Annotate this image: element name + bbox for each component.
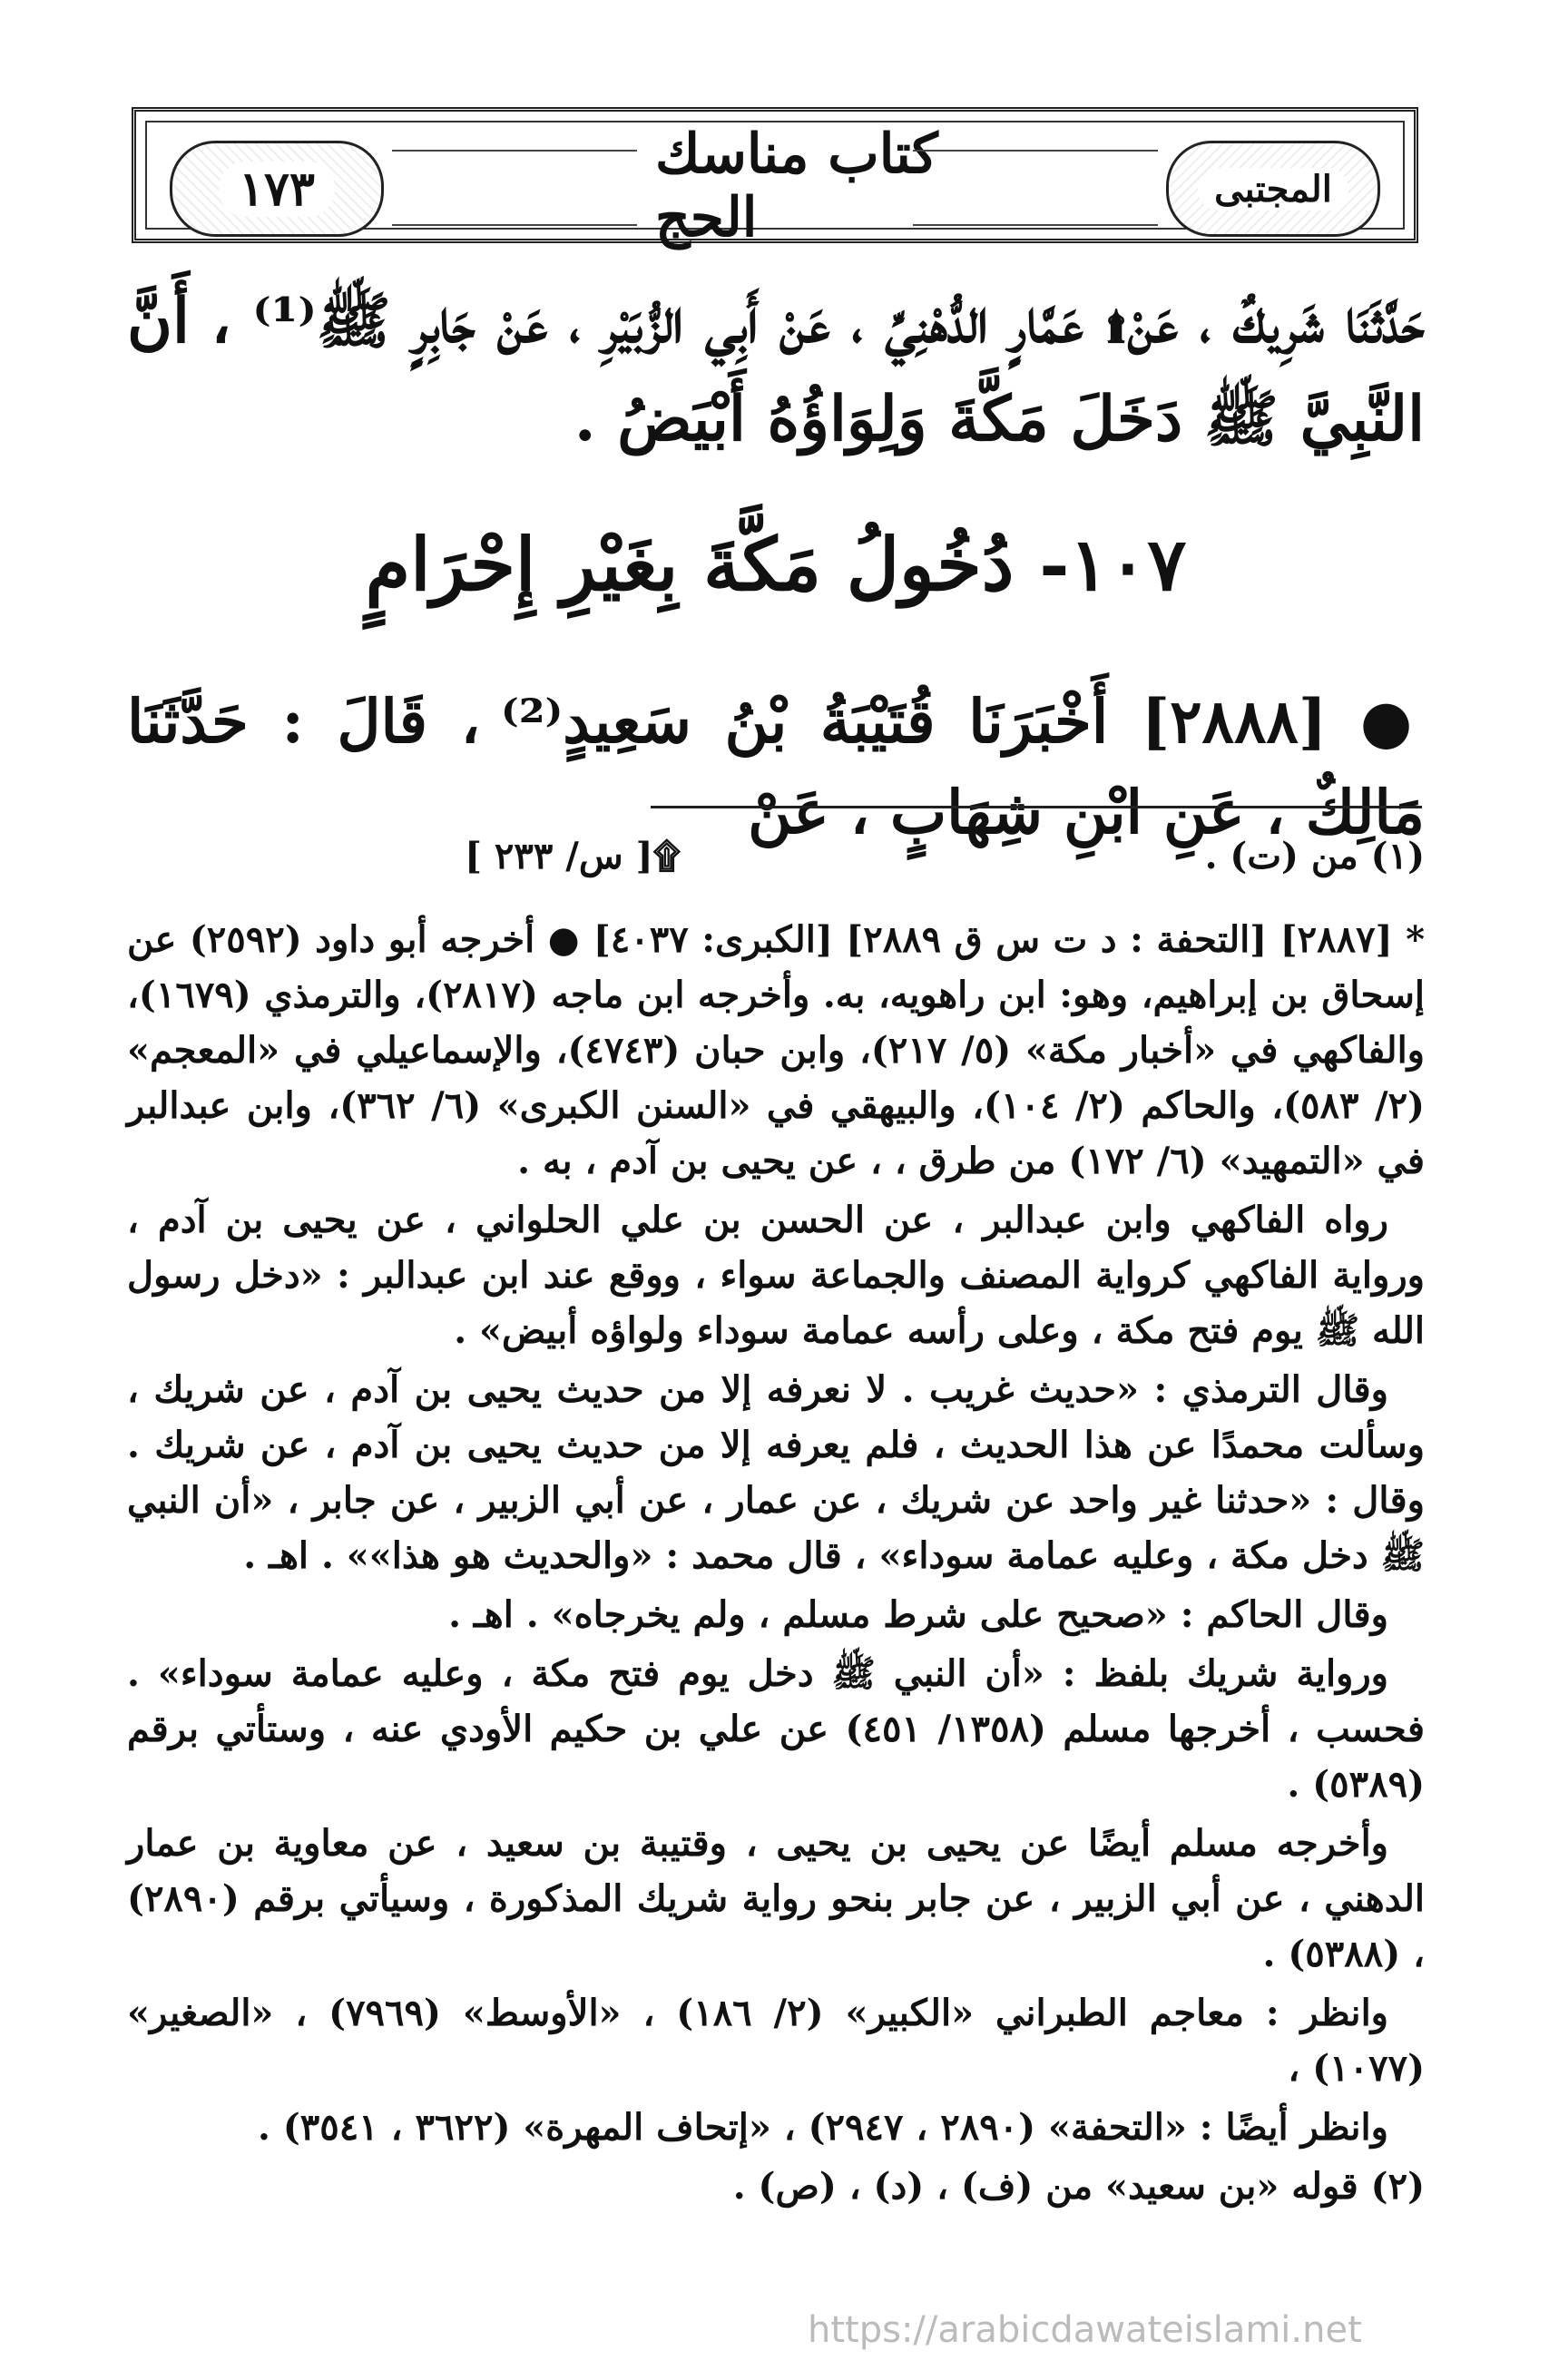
manuscript-marker: ۩[ س/ ٢٣٣ ] bbox=[465, 835, 681, 877]
header-frame bbox=[145, 121, 1405, 250]
footnote-1: (١) من (ت) . bbox=[1204, 835, 1425, 877]
note-paragraph: وانظر : معاجم الطبراني «الكبير» (٢/ ١٨٦) ، «الأوسط» (٧٩٦٩) ، «الصغير» (١٠٧٧) ، bbox=[127, 1992, 1425, 2090]
note-paragraph: رواه الفاكهي وابن عبدالبر ، عن الحسن بن علي الحلواني ، عن يحيى بن آدم ، ورواية الفاكهي كرواية المصنف والجماعة سواء ، ووقع عند ابن عبدالبر : «دخل رسول الله ﷺ يوم فتح مكة ، وعلى رأسه عمامة سوداء ولواؤه أبيض» . bbox=[127, 1199, 1425, 1352]
note-takhrij: * [٢٨٨٧] [التحفة : د ت س ق ٢٨٨٩] [الكبرى: ٤٠٣٧] ● أخرجه أبو داود (٢٥٩٢) عن إسحاق بن إبراهيم، وهو: ابن راهويه، به. وأخرجه ابن ماجه (٢٨١٧)، والترمذي (١٦٧٩)، والفاكهي في «أخبار مكة» (٥/ ٢١٧)، وابن حبان (٤٧٤٣)، والإسماعيلي في «المعجم» (٢/ ٥٨٣)، والحاكم (٢/ ١٠٤)، والبيهقي في «السنن الكبرى» (٦/ ٣٦٢)، وابن عبدالبر في «التمهيد» (٦/ ١٧٢) من طرق ، ، عن يحيى بن آدم ، به . bbox=[127, 918, 1426, 1182]
hadith-main-text: حَدَّثَنَا شَرِيكٌ ، عَنْ۩ عَمَّارٍ الدُّهْنِيِّ ، عَنْ أَبِي الزُّبَيْرِ ، عَنْ جَابِرٍ ﷺ⁽¹⁾ ، أَنَّ النَّبِيَّ ﷺ دَخَلَ مَكَّةَ وَلِوَاؤُهُ أَبْيَضُ . bbox=[127, 285, 1425, 455]
chapter-heading: ١٠٧- دُخُولُ مَكَّةَ بِغَيْرِ إِحْرَامٍ bbox=[365, 522, 1187, 607]
footnote-refs bbox=[127, 835, 1425, 889]
footnote-divider bbox=[651, 806, 1422, 808]
footnote-2: (٢) قوله «بن سعيد» من (ف) ، (د) ، (ص) . bbox=[732, 2165, 1425, 2208]
note-paragraph: وقال الترمذي : «حديث غريب . لا نعرفه إلا من حديث يحيى بن آدم ، عن شريك ، وسألت محمدًا عن هذا الحديث ، فلم يعرفه إلا من حديث يحيى بن آدم ، عن شريك . وقال : «حدثنا غير واحد عن شريك ، عن عمار ، عن أبي الزبير ، عن جابر ، «أن النبي ﷺ دخل مكة ، وعليه عمامة سوداء» ، قال محمد : «والحديث هو هذا»» . اهـ . bbox=[127, 1368, 1425, 1577]
page-number-cartouche bbox=[170, 141, 384, 237]
commentary-notes bbox=[127, 912, 1425, 2218]
note-paragraph: ورواية شريك بلفظ : «أن النبي ﷺ دخل يوم فتح مكة ، وعليه عمامة سوداء» . فحسب ، أخرجها مسلم (١٣٥٨/ ٤٥١) عن علي بن حكيم الأودي عنه ، وستأتي برقم (٥٣٨٩) . bbox=[127, 1652, 1425, 1806]
hadith-2888-start: ● [٢٨٨٨] أَخْبَرَنَا قُتَيْبَةُ بْنُ سَعِيدٍ⁽²⁾ ، قَالَ : حَدَّثَنَا مَالِكٌ ، عَنِ ابْنِ شِهَابٍ ، عَنْ bbox=[127, 686, 1425, 847]
ornament-left bbox=[392, 150, 637, 226]
note-paragraph: وقال الحاكم : «صحيح على شرط مسلم ، ولم يخرجاه» . اهـ . bbox=[448, 1593, 1388, 1636]
note-paragraph: وأخرجه مسلم أيضًا عن يحيى بن يحيى ، وقتيبة بن سعيد ، عن معاوية بن عمار الدهني ، عن أبي الزبير ، عن جابر بنحو رواية شريك المذكورة ، وسيأتي برقم (٢٨٩٠) ، (٥٣٨٨) . bbox=[127, 1822, 1425, 1975]
watermark-url: https://arabicdawateislami.net bbox=[808, 2309, 1362, 2351]
book-title: كتاب مناسك الحج bbox=[655, 122, 938, 250]
ornament-right bbox=[913, 150, 1158, 226]
page-number: ١٧٣ bbox=[219, 162, 335, 217]
series-logo: المجتبى bbox=[1198, 168, 1348, 211]
page-header bbox=[132, 107, 1418, 250]
note-paragraph: وانظر أيضًا : «التحفة» (٢٨٩٠ ، ٢٩٤٧) ، «إتحاف المهرة» (٣٦٢٢ ، ٣٥٤١) . bbox=[258, 2106, 1388, 2149]
series-logo-cartouche bbox=[1166, 141, 1380, 237]
